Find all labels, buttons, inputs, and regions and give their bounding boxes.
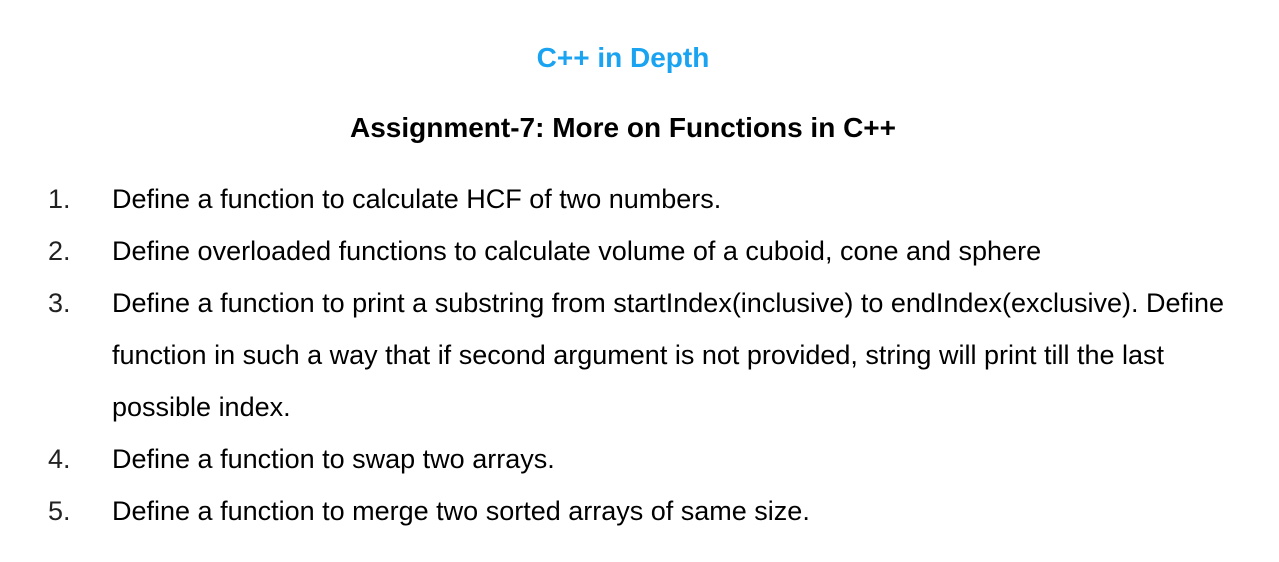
list-item-text: Define a function to calculate HCF of two numbers. — [112, 184, 722, 214]
list-item-text: Define overloaded functions to calculate volume of a cuboid, cone and sphere — [112, 236, 1042, 266]
list-item — [0, 433, 1232, 485]
list-item-number: 2. — [48, 236, 71, 266]
assignment-list — [0, 173, 1279, 537]
list-item — [0, 173, 1232, 225]
list-item-text: Define a function to swap two arrays. — [112, 444, 555, 474]
list-item — [0, 225, 1232, 277]
list-item-text: Define a function to merge two sorted arrays of same size. — [112, 496, 810, 526]
list-item-number: 4. — [48, 444, 71, 474]
list-item-number: 3. — [48, 288, 71, 318]
list-item — [0, 277, 1232, 433]
list-item — [0, 485, 1232, 537]
assignment-heading: Assignment-7: More on Functions in C++ — [349, 112, 897, 143]
list-item-number: 5. — [48, 496, 71, 526]
list-item-text: Define a function to print a substring from startIndex(inclusive) to endIndex(exclusive). Define function in such a way that if second argument is not provided, string will print till the last possible index. — [112, 288, 1225, 422]
document-title: C++ in Depth — [536, 42, 710, 73]
list-item-number: 1. — [48, 184, 71, 214]
